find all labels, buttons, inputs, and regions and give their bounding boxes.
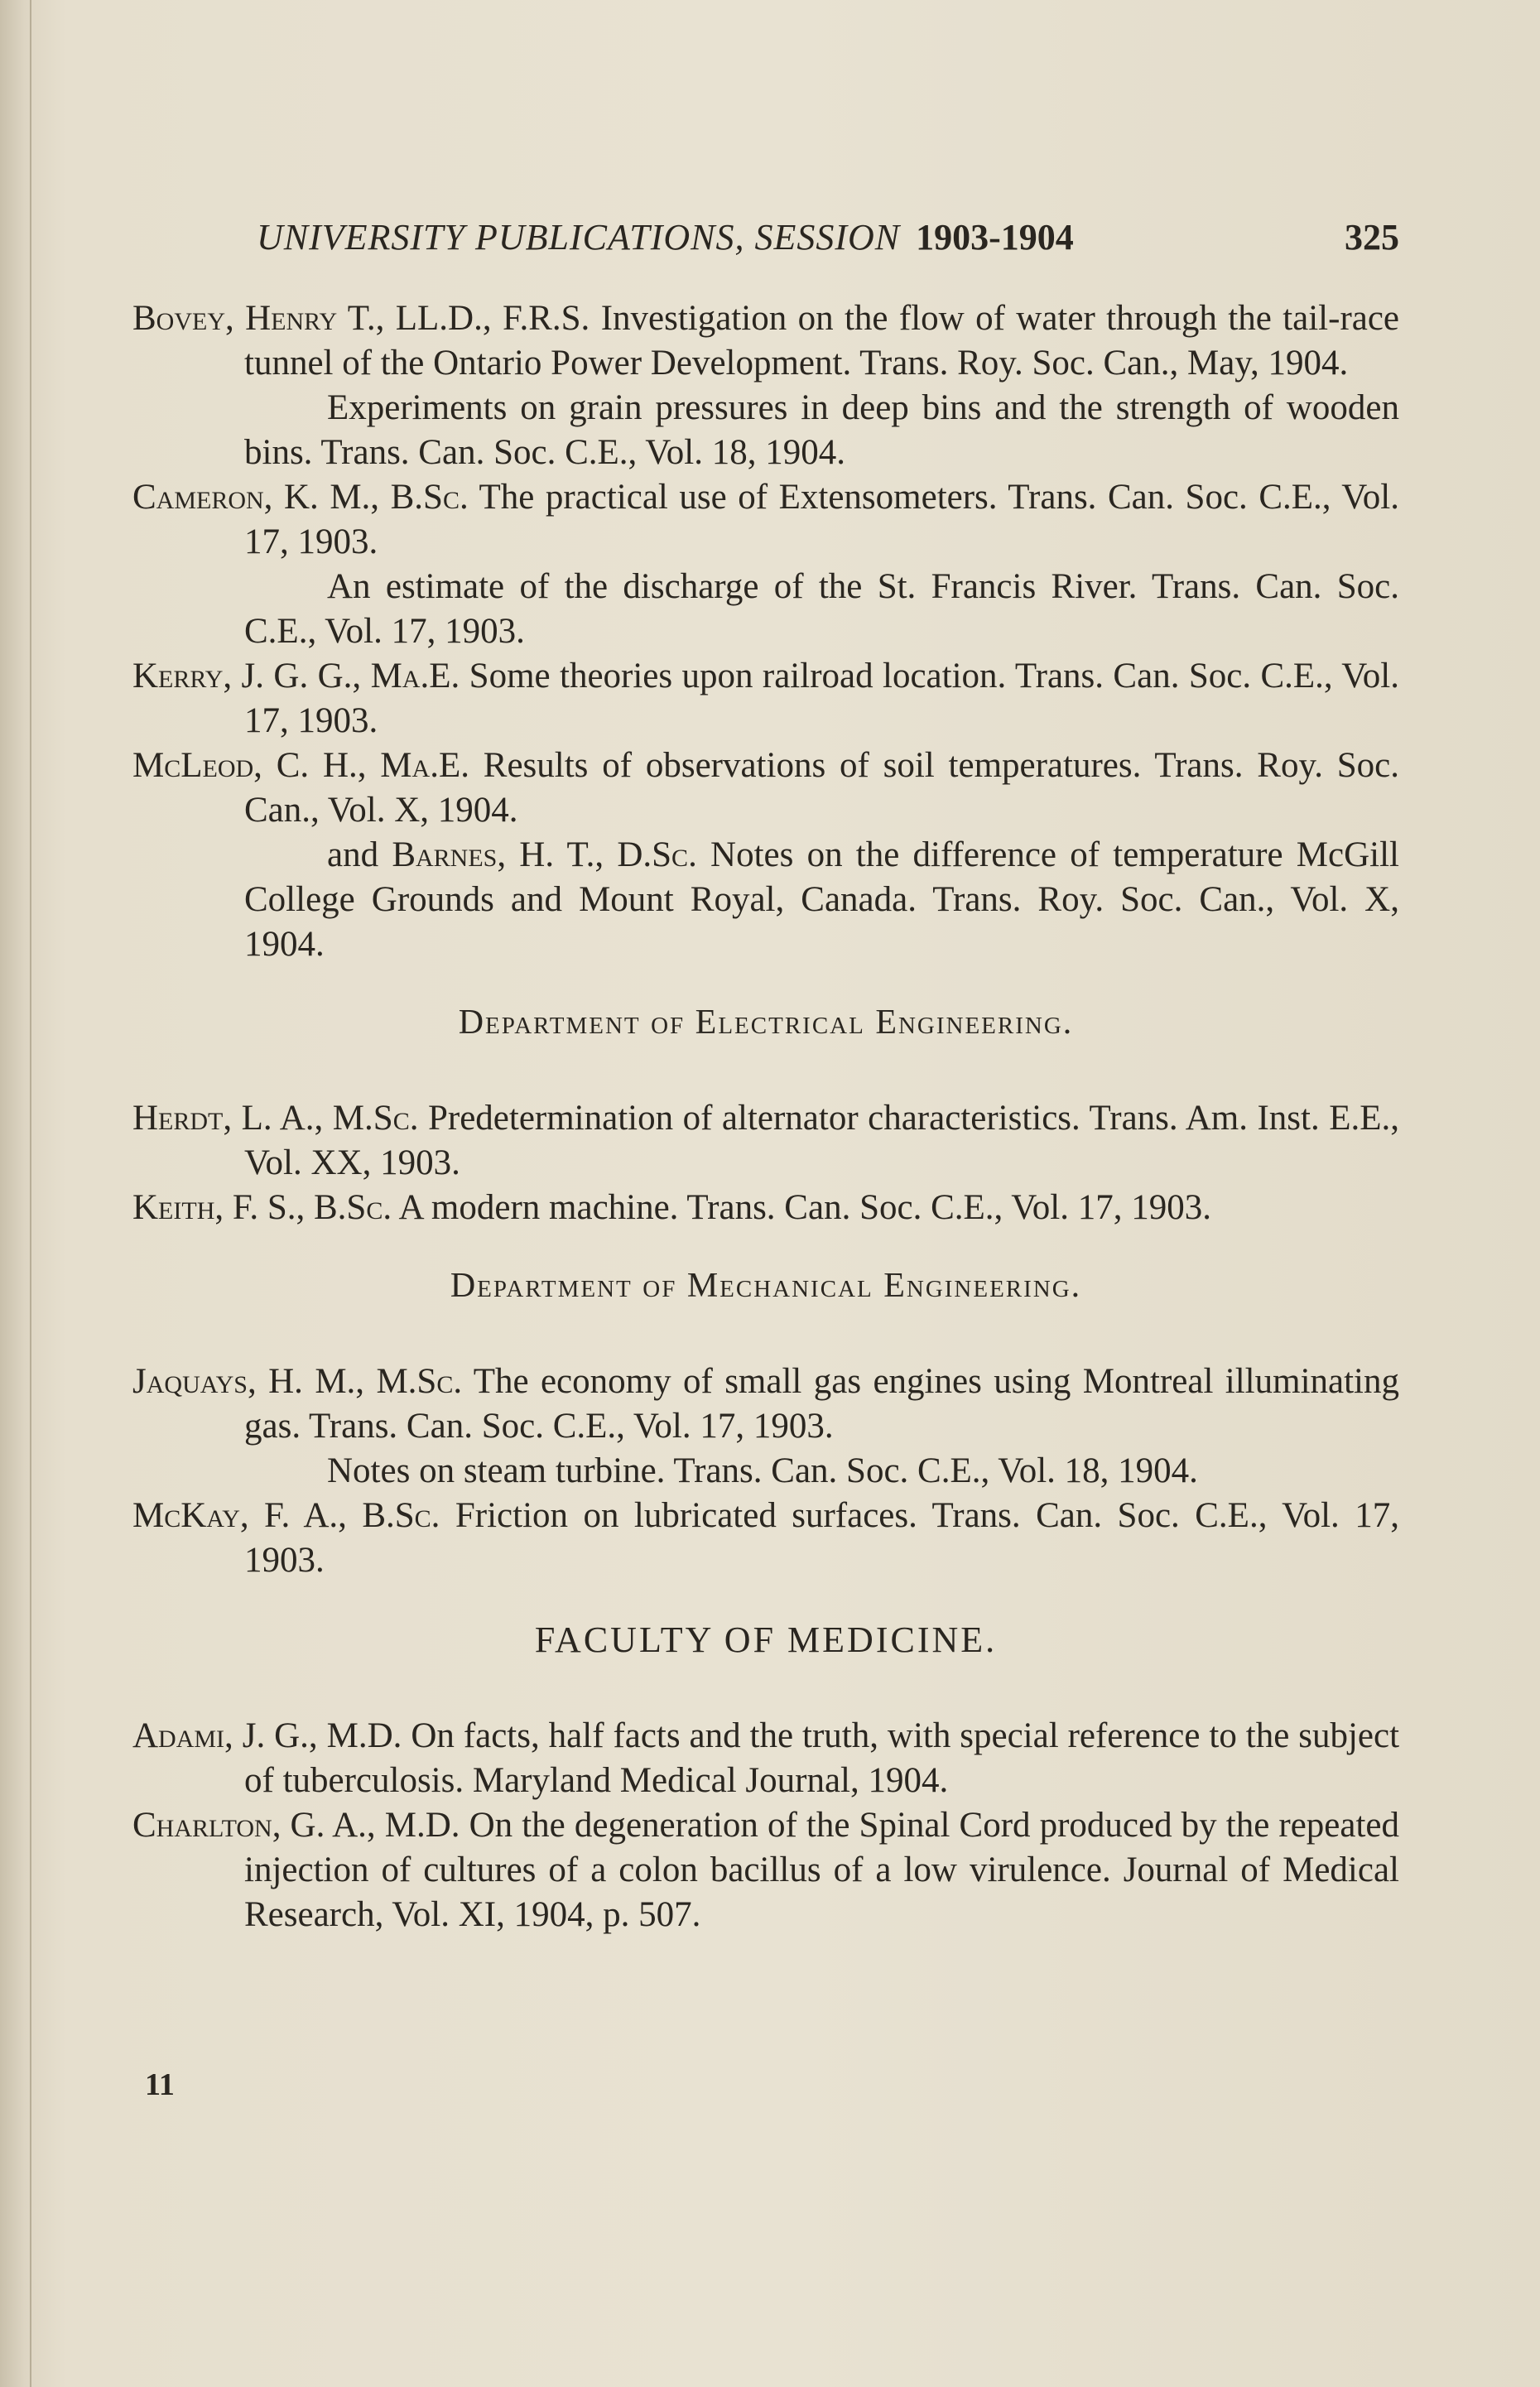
- bibliography-entry: [132, 1360, 1399, 1449]
- page-number: 325: [1345, 217, 1399, 257]
- entry-text: Some theories upon railroad location. Trans. Can. Soc. C.E., Vol. 17, 1903.: [244, 657, 1400, 740]
- bibliography-sub-entry: Experiments on grain pressures in deep bins and the strength of wooden bins. Trans. Can. Soc. C.E., Vol. 18, 1904.: [244, 388, 1399, 472]
- entry-text: Predetermination of alternator characteristics. Trans. Am. Inst. E.E., Vol. XX, 1903.: [244, 1099, 1400, 1182]
- entry-text: The economy of small gas engines using Montreal illuminating gas. Trans. Can. Soc. C.E., Vol. 17, 1903.: [244, 1362, 1399, 1446]
- running-head: [257, 215, 1399, 260]
- entry-text: The practical use of Extensometers. Trans. Can. Soc. C.E., Vol. 17, 1903.: [244, 478, 1399, 561]
- bibliography-entry: [132, 1803, 1399, 1937]
- running-years: 1903-1904: [916, 217, 1074, 257]
- entry-author: Jaquays, H. M., M.Sc.: [132, 1362, 463, 1401]
- entry-author: Kerry, J. G. G., Ma.E.: [132, 657, 460, 695]
- running-title: UNIVERSITY PUBLICATIONS, SESSION: [257, 217, 901, 257]
- entry-author: McKay, F. A., B.Sc.: [132, 1496, 440, 1535]
- bibliography-entry: [132, 744, 1399, 833]
- section-heading-medicine: FACULTY OF MEDICINE.: [534, 1619, 998, 1660]
- entry-text: A modern machine. Trans. Can. Soc. C.E., Vol. 17, 1903.: [398, 1188, 1211, 1227]
- section-heading-mechanical: Department of Mechanical Engineering.: [450, 1267, 1082, 1305]
- signature-mark: 11: [145, 2067, 175, 2102]
- bibliography-entry: [132, 1714, 1399, 1803]
- entry-author: Keith, F. S., B.Sc.: [132, 1188, 392, 1227]
- sub-entry-text: Notes on the difference of temperature McGill College Grounds and Mount Royal, Canada. Trans. Roy. Soc. Can., Vol. X, 1904.: [244, 835, 1400, 964]
- entry-text: On facts, half facts and the truth, with special reference to the subject of tuberculosis. Maryland Medical Journal, 1904.: [244, 1716, 1400, 1800]
- bibliography-entry: [132, 296, 1399, 386]
- coauthor-prefix: and: [327, 835, 379, 874]
- entry-text: Friction on lubricated surfaces. Trans. Can. Soc. C.E., Vol. 17, 1903.: [244, 1496, 1399, 1580]
- entry-text: On the degeneration of the Spinal Cord produced by the repeated injection of cultures of a colon bacillus of a low virulence. Journal of Medical Research, Vol. XI, 1904, p. 507.: [244, 1806, 1400, 1934]
- bibliography-entry: [132, 1096, 1399, 1186]
- entry-author: Herdt, L. A., M.Sc.: [132, 1099, 419, 1138]
- page-body: [132, 215, 1399, 1937]
- bibliography-entry: [132, 1494, 1399, 1583]
- section-heading-electrical: Department of Electrical Engineering.: [458, 1003, 1074, 1042]
- entry-author: Bovey, Henry T., LL.D., F.R.S.: [132, 299, 590, 338]
- bibliography-entry: [132, 475, 1399, 565]
- entry-author: Cameron, K. M., B.Sc.: [132, 478, 469, 517]
- bibliography-sub-entry: Notes on steam turbine. Trans. Can. Soc. C.E., Vol. 18, 1904.: [327, 1451, 1198, 1490]
- entry-author: Adami, J. G., M.D.: [132, 1716, 402, 1755]
- page-gutter: [30, 0, 31, 2387]
- entry-text: Investigation on the flow of water through the tail-race tunnel of the Ontario Power Development. Trans. Roy. Soc. Can., May, 1904.: [244, 299, 1400, 383]
- bibliography-sub-entry: An estimate of the discharge of the St. Francis River. Trans. Can. Soc. C.E., Vol. 17, 1903.: [244, 567, 1399, 651]
- bibliography-entry: [132, 1186, 1399, 1230]
- bibliography-sub-entry: [132, 833, 1399, 967]
- entry-author: Charlton, G. A., M.D.: [132, 1806, 460, 1845]
- entry-text: Results of observations of soil temperatures. Trans. Roy. Soc. Can., Vol. X, 1904.: [244, 746, 1399, 830]
- coauthor-name: Barnes, H. T., D.Sc.: [392, 835, 697, 874]
- running-title-wrap: [257, 215, 1074, 260]
- bibliography-entry: [132, 654, 1399, 744]
- entry-author: McLeod, C. H., Ma.E.: [132, 746, 469, 785]
